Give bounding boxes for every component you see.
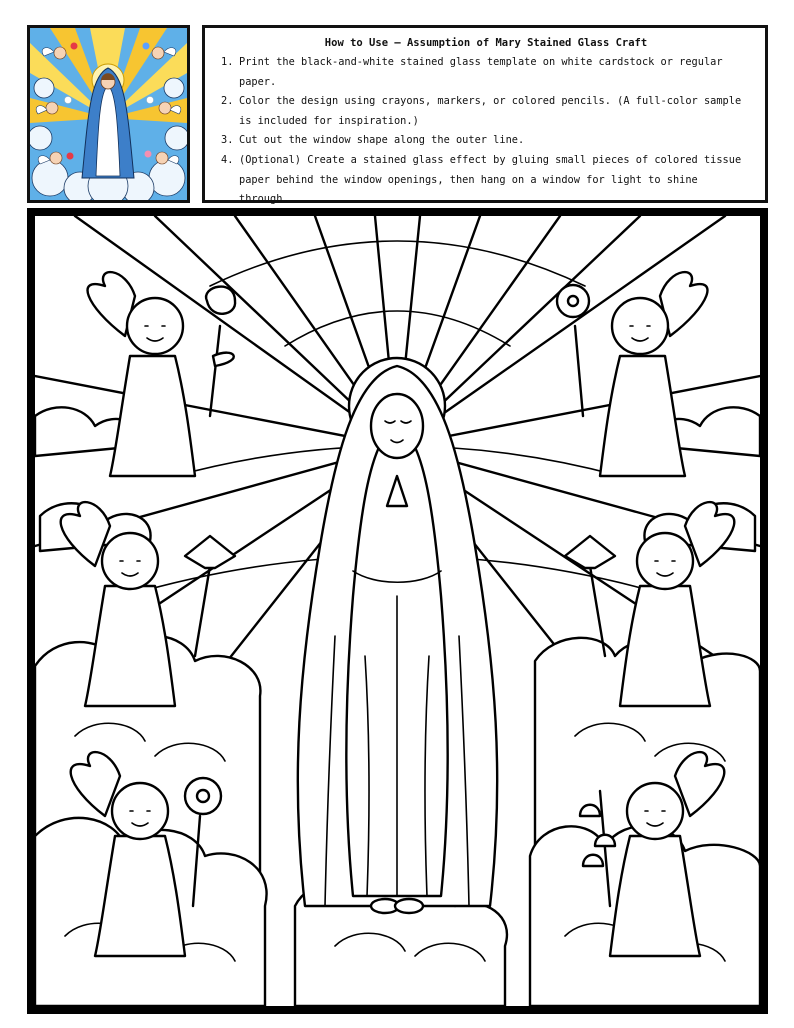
instructions-box — [202, 25, 768, 206]
instructions-list — [221, 53, 751, 210]
flower-top-right — [557, 285, 589, 416]
step-number: 1. — [221, 56, 234, 68]
step-text: (Optional) Create a stained glass effect by gluing small pieces of colored tissue paper behind the window openings, then hang on a window for light to shine through. — [239, 153, 742, 206]
step-text: Cut out the window shape along the outer line. — [239, 134, 525, 147]
step-number: 3. — [221, 134, 234, 147]
lily-left — [185, 536, 235, 656]
instruction-step — [221, 92, 751, 131]
color-sample-image — [30, 28, 187, 200]
step-number: 4. — [221, 153, 234, 166]
rose-flower — [206, 287, 235, 416]
mary-figure — [298, 366, 497, 913]
step-text: Color the design using crayons, markers, or colored pencils. (A full-color sample is included for inspiration.) — [239, 95, 742, 127]
instruction-step — [221, 151, 751, 210]
step-text: Print the black-and-white stained glass template on white cardstock or regular paper. — [239, 56, 723, 88]
instruction-step — [221, 53, 751, 92]
stained-glass-window — [27, 208, 768, 1014]
color-sample-thumbnail — [27, 25, 190, 203]
stained-glass-template — [35, 216, 760, 1006]
instruction-step — [221, 131, 751, 151]
step-number: 2. — [221, 95, 234, 108]
instructions-title: How to Use – Assumption of Mary Stained Glass Craft — [324, 37, 648, 49]
